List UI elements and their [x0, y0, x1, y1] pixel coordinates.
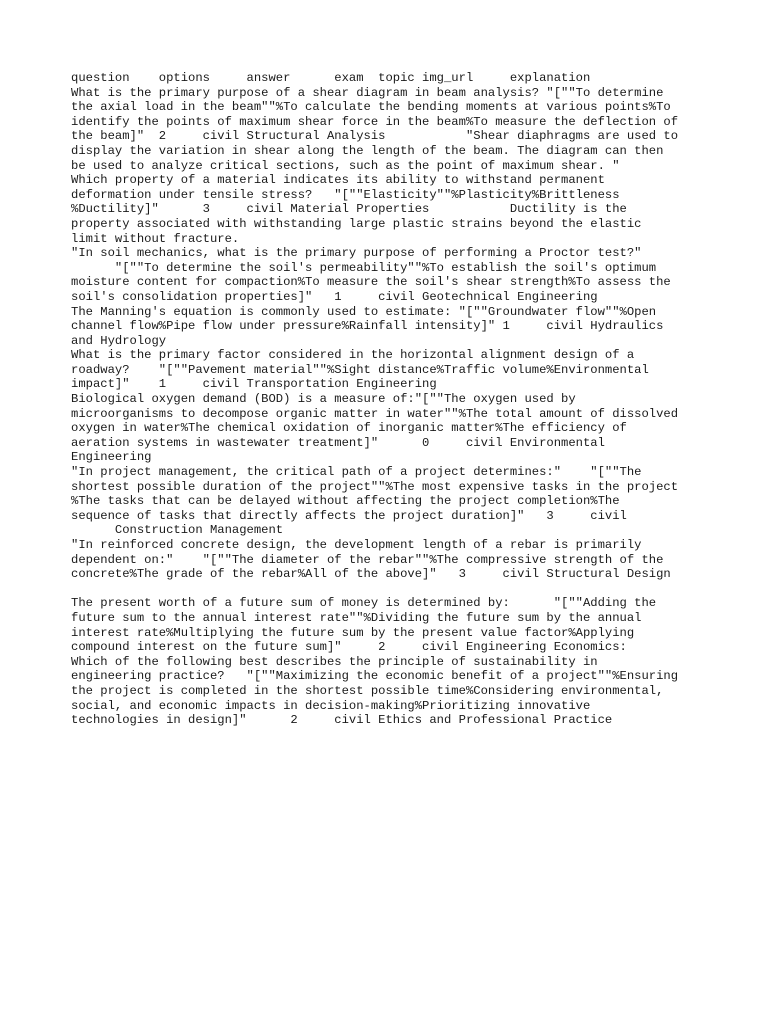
- document-line: "In soil mechanics, what is the primary purpose of performing a Proctor test?": [71, 246, 642, 261]
- document-line: identify the points of maximum shear force in the beam%To measure the deflection of: [71, 114, 679, 129]
- document-line: the beam]" 2 civil Structural Analysis "Shear diaphragms are used to: [71, 129, 679, 144]
- document-line: concrete%The grade of the rebar%All of the above]" 3 civil Structural Design: [71, 567, 671, 582]
- document-line: technologies in design]" 2 civil Ethics and Professional Practice: [71, 713, 613, 728]
- document-line: channel flow%Pipe flow under pressure%Rainfall intensity]" 1 civil Hydraulics: [71, 319, 664, 334]
- document-line: social, and economic impacts in decision-making%Prioritizing innovative: [71, 698, 591, 713]
- document-line: soil's consolidation properties]" 1 civil Geotechnical Engineering: [71, 289, 598, 304]
- document-line: oxygen in water%The chemical oxidation of inorganic matter%The efficiency of: [71, 421, 627, 436]
- document-line: "In project management, the critical path of a project determines:" "[""The: [71, 465, 642, 480]
- document-line: interest rate%Multiplying the future sum by the present value factor%Applying: [71, 625, 635, 640]
- document-line: Engineering: [71, 450, 152, 465]
- document-line: Which property of a material indicates its ability to withstand permanent: [71, 173, 605, 188]
- document-line: future sum to the annual interest rate""%Dividing the future sum by the annual: [71, 610, 642, 625]
- document-line: dependent on:" "[""The diameter of the rebar""%The compressive strength of the: [71, 552, 664, 567]
- document-line: The Manning's equation is commonly used to estimate: "[""Groundwater flow""%Open: [71, 304, 657, 319]
- document-line: the axial load in the beam""%To calculate the bending moments at various points%To: [71, 100, 671, 115]
- document-line: "[""To determine the soil's permeability""%To establish the soil's optimum: [71, 260, 657, 275]
- document-line: aeration systems in wastewater treatment]" 0 civil Environmental: [71, 435, 605, 450]
- document-line: roadway? "[""Pavement material""%Sight distance%Traffic volume%Environmental: [71, 362, 649, 377]
- document-line: display the variation in shear along the length of the beam. The diagram can then: [71, 143, 664, 158]
- document-line: question options answer exam topic img_url explanation: [71, 71, 591, 85]
- document-line: compound interest on the future sum]" 2 civil Engineering Economics:: [71, 640, 627, 655]
- document-text: [71, 71, 711, 728]
- document-line: engineering practice? "[""Maximizing the economic benefit of a project""%Ensuring: [71, 669, 679, 684]
- document-line: impact]" 1 civil Transportation Engineering: [71, 377, 437, 392]
- document-line: %The tasks that can be delayed without affecting the project completion%The: [71, 494, 620, 509]
- document-line: sequence of tasks that directly affects the project duration]" 3 civil: [71, 508, 627, 523]
- document-line: moisture content for compaction%To measure the soil's shear strength%To assess the: [71, 275, 671, 290]
- document-line: What is the primary purpose of a shear diagram in beam analysis? "[""To determine: [71, 85, 664, 100]
- document-line: The present worth of a future sum of money is determined by: "[""Adding the: [71, 596, 657, 611]
- document-line: shortest possible duration of the project""%The most expensive tasks in the project: [71, 479, 679, 494]
- document-line: Construction Management: [71, 523, 284, 538]
- document-line: property associated with withstanding large plastic strains beyond the elastic: [71, 216, 642, 231]
- document-line: deformation under tensile stress? "[""Elasticity""%Plasticity%Brittleness: [71, 187, 620, 202]
- document-line: Which of the following best describes the principle of sustainability in: [71, 654, 598, 669]
- document-line: Biological oxygen demand (BOD) is a measure of:"[""The oxygen used by: [71, 392, 576, 407]
- document-line: microorganisms to decompose organic matter in water""%The total amount of dissolved: [71, 406, 679, 421]
- document-line: the project is completed in the shortest possible time%Considering environmental,: [71, 683, 664, 698]
- document-line: [71, 582, 711, 597]
- document-line: limit without fracture.: [71, 231, 240, 246]
- document-line: What is the primary factor considered in the horizontal alignment design of a: [71, 348, 635, 363]
- document-line: be used to analyze critical sections, such as the point of maximum shear. ": [71, 158, 620, 173]
- document-line: and Hydrology: [71, 333, 167, 348]
- document-line: %Ductility]" 3 civil Material Properties Ductility is the: [71, 202, 627, 217]
- document-line: "In reinforced concrete design, the development length of a rebar is primarily: [71, 538, 642, 552]
